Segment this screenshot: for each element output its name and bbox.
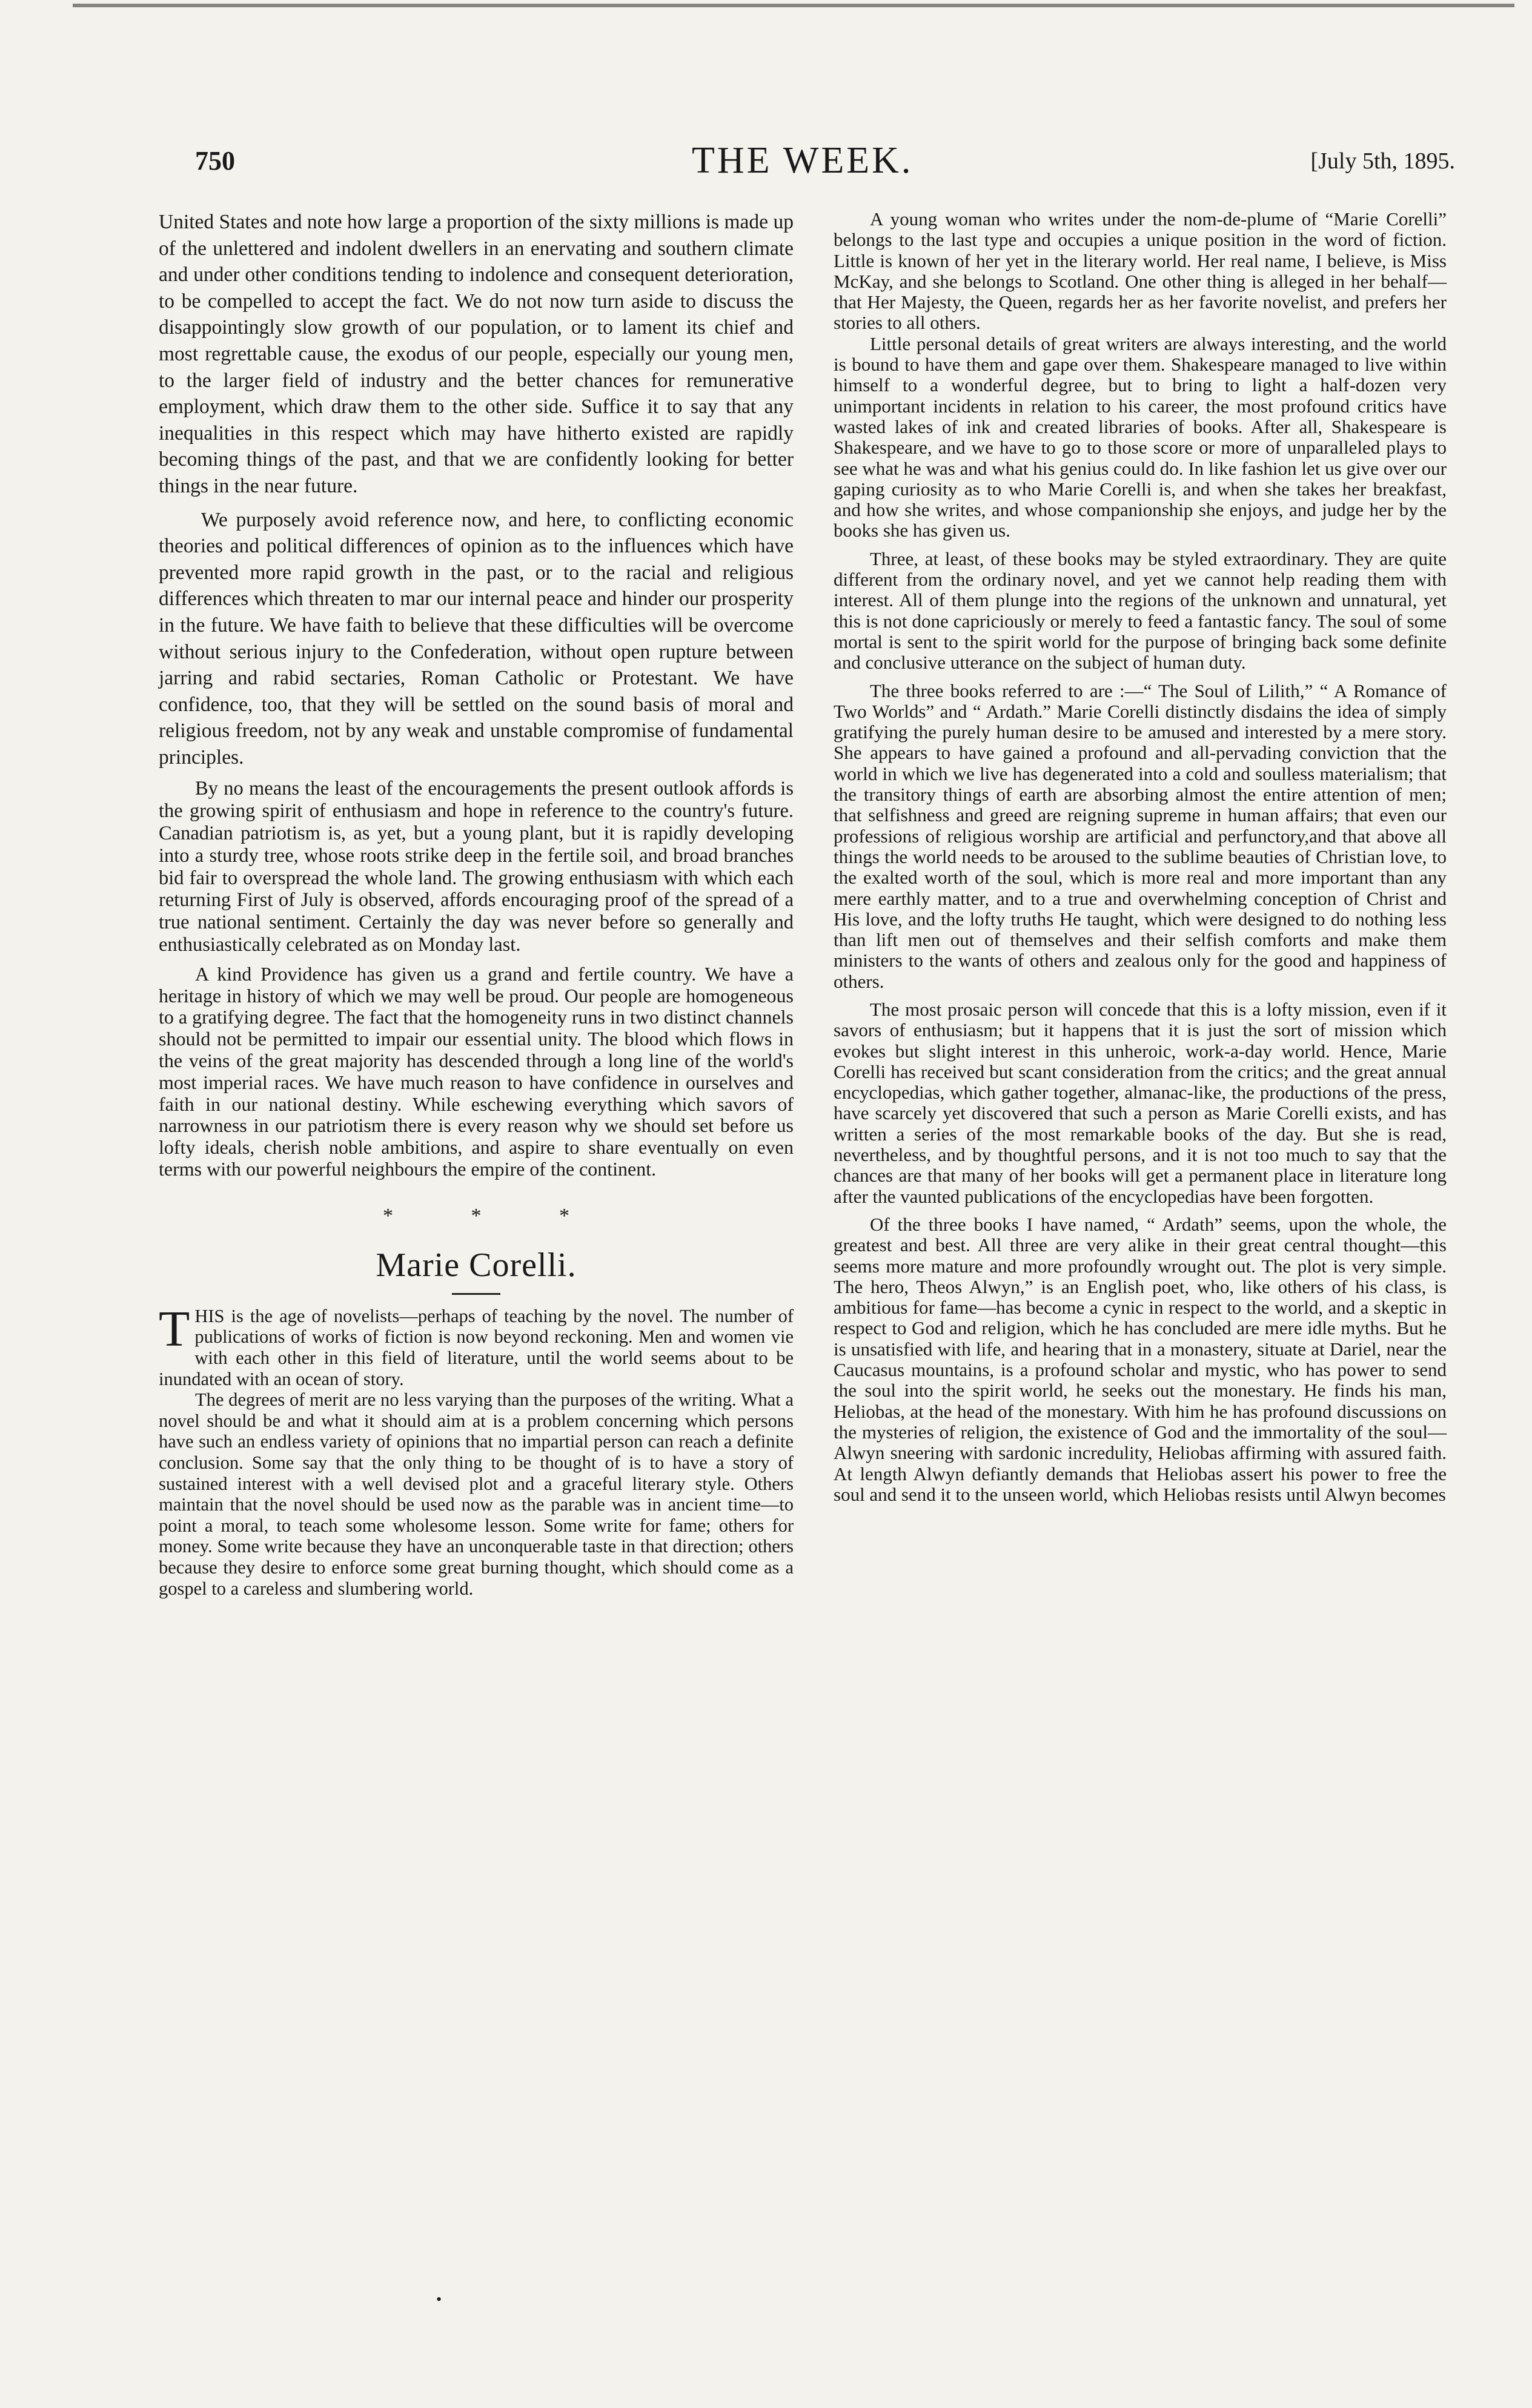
article-paragraph: Of the three books I have named, “ Ardath” seems, upon the whole, the greatest and best. All three are very alike in their great central thought—this seems more mature and more profoundly wrought out. The plot is very simple. The hero, Theos Alwyn,” is an English poet, who, like others of his class, is ambitious for fame—has become a cynic in respect to the world, and a skeptic in respect to God and religion, which he has concluded are mere idle myths. But he is unsatisfied with life, and hearing that in a monastery, situate at Dariel, near the Caucasus mountains, is a profound scholar and mystic, who has power to send the soul into the spirit world, he seeks out the monestary. He finds his man, Heliobas, at the head of the monestary. With him he has profound discussions on the mysteries of religion, the existence of God and the immortality of the soul—Alwyn sneering with sardonic incredulity, Heliobas affirming with assured faith. At length Alwyn defiantly demands that Heliobas assert his power to free the soul and send it to the unseen world, which Heliobas resists until Alwyn becomes	[834, 1213, 1447, 1505]
page-number: 750	[195, 146, 235, 176]
article-paragraph: The degrees of merit are no less varying than the purposes of the writing. What a novel should be and what it should aim at is a problem concerning which persons have such an endless variety of opinions that no impartial person can reach a definite conclusion. Some say that the only thing to be thought of is to have a story of sustained interest with a well devised plot and a graceful literary style. Others maintain that the novel should be used now as the parable was in ancient time—to point a moral, to teach some wholesome lesson. Some write for fame; others for money. Some write because they have an unconquerable taste in that direction; others because they desire to enforce some great burning thought, which should come as a gospel to a careless and slumbering world.	[159, 1389, 794, 1599]
article-paragraph: A young woman who writes under the nom-de-plume of “Marie Corelli” belongs to the last type and occupies a unique position in the word of fiction. Little is known of her yet in the literary world. Her real name, I believe, is Miss McKay, and she belongs to Scotland. One other thing is alleged in her behalf—that Her Majesty, the Queen, regards her as her favorite novelist, and prefers her stories to all others.	[834, 208, 1447, 334]
journal-title: THE WEEK.	[692, 140, 914, 181]
editorial-paragraph: United States and note how large a proportion of the sixty millions is made up of the unlettered and indolent dwellers in an enervating and southern climate and under other conditions tending to indolence and consequent deterioration, to be compelled to accept the fact. We do not now turn aside to discuss the disappointingly slow growth of our population, or to lament its chief and most regrettable cause, the exodus of our people, especially our young men, to the larger field of industry and the better chances for remunerative employment, which draw them to the other side. Suffice it to say that any inequalities in this respect which may have hitherto existed are rapidly becoming things of the past, and that we are confidently looking for better things in the near future.	[159, 211, 794, 497]
title-rule	[452, 1293, 500, 1295]
editorial-paragraph: A kind Providence has given us a grand and fertile country. We have a heritage in history of which we may well be proud. Our people are homogeneous to a gratifying degree. The fact that the homogeneity runs in two distinct channels should not be permitted to impair our essential unity. The blood which flows in the veins of the great majority has descended through a long line of the world's most imperial races. We have much reason to have confidence in ourselves and faith in our national destiny. While eschewing everything which savors of narrowness in our patriotism there is every reason why we should set before us lofty ideals, cherish noble ambitions, and aspire to share eventually on even terms with our powerful neighbours the empire of the continent.	[159, 962, 794, 1180]
article-first-paragraph	[159, 1300, 794, 1389]
article-paragraph: The three books referred to are :—“ The Soul of Lilith,” “ A Romance of Two Worlds” and “ Ardath.” Marie Corelli distinctly disdains the idea of simply gratifying the purely human desire to be amused and interested by a mere story. She appears to have gained a profound and all-pervading conviction that the world in which we live has degenerated into a cold and soulless materialism; that the transitory things of earth are absorbing almost the entire attention of men; that selfishness and greed are reigning supreme in human affairs; that even our professions of religious worship are artificial and perfunctory,and that above all things the world needs to be aroused to the sublime beauties of Christian love, to the exalted worth of the soul, which is more real and more important than any mere earthly matter, and to a true and overwhelming conception of Christ and His love, and the lofty truths He taught, which were designed to do nothing less than lift men out of themselves and their selfish comforts and make them ministers to the wants of others and zealous only for the good and happiness of others.	[834, 680, 1447, 992]
editorial-section-small	[159, 778, 794, 1180]
section-separator: * * *	[383, 1204, 606, 1227]
article-paragraph: Three, at least, of these books may be styled extraordinary. They are quite different from the ordinary novel, and yet we cannot help reading them with interest. All of them plunge into the regions of the unknown and unnatural, yet this is not done capriciously or merely to feed a fantastic fancy. The soul of some mortal is sent to the spirit world for the purpose of bringing back some definite and conclusive utterance on the subject of human duty.	[834, 547, 1447, 673]
page-header	[195, 139, 1455, 188]
article-paragraph: Little personal details of great writers are always interesting, and the world is bound to have them and gape over them. Shakespeare managed to live within himself to a wonderful degree, but to bring to light a half-dozen very unimportant incidents in relation to his career, the most profound critics have wasted lakes of ink and created libraries of books. After all, Shakespeare is Shakespeare, and we have to go to those score or more of unparalleled plays to see what he was and what his genius could do. In like fashion let us give over our gaping curiosity as to who Marie Corelli is, and when she takes her breakfast, and how she writes, and whose companionship she enjoys, and judge her by the books she has given us.	[834, 332, 1447, 541]
top-rule	[73, 4, 1514, 7]
article-body	[159, 1300, 794, 1599]
issue-date: [July 5th, 1895.	[1310, 148, 1455, 174]
drop-cap: T	[159, 1300, 190, 1357]
editorial-paragraph: By no means the least of the encouragements the present outlook affords is the growing spirit of enthusiasm and hope in reference to the country's future. Canadian patriotism is, as yet, but a young plant, but it is rapidly developing into a sturdy tree, whose roots strike deep in the fertile soil, and broad branches bid fair to overspread the whole land. The growing enthusiasm with which each returning First of July is observed, affords encouraging proof of the spread of a true national sentiment. Certainly the day was never before so generally and enthusiastically celebrated as on Monday last.	[159, 778, 794, 956]
article-title: Marie Corelli.	[376, 1246, 577, 1284]
left-column	[159, 209, 794, 1599]
editorial-paragraph: We purposely avoid reference now, and here, to conflicting economic theories and political differences of opinion as to the influences which have prevented more rapid growth in the past, or to the racial and religious differences which threaten to mar our internal peace and hinder our prosperity in the future. We have faith to believe that these difficulties will be overcome without serious injury to the Confederation, without open rupture between jarring and rabid sectaries, Roman Catholic or Protestant. We have confidence, too, that they will be settled on the sound basis of moral and religious freedom, not by any weak and unstable compromise of fundamental principles.	[159, 508, 794, 769]
editorial-section	[159, 209, 794, 778]
footer-mark: •	[436, 2291, 442, 2308]
right-column	[834, 209, 1447, 1505]
article-first-paragraph-text: HIS is the age of novelists—perhaps of teaching by the novel. The number of publications of works of fiction is now beyond reckoning. Men and women vie with each other in this field of literature, until the world seems about to be inundated with an ocean of story.	[159, 1305, 794, 1389]
article-paragraph: The most prosaic person will concede that this is a lofty mission, even if it savors of enthusiasm; but it happens that it is just the sort of mission which evokes but slight interest in this unheroic, work-a-day world. Hence, Marie Corelli has received but scant consideration from the critics; and the great annual encyclopedias, which gather together, almanac-like, the productions of the press, have scarcely yet discovered that such a person as Marie Corelli exists, and has written a series of the most remarkable books of the day. But she is read, nevertheless, and by thoughtful persons, and it is not too much to say that the chances are that many of her books will get a permanent place in literature long after the vaunted publications of the encyclopedias have been forgotten.	[834, 998, 1447, 1207]
